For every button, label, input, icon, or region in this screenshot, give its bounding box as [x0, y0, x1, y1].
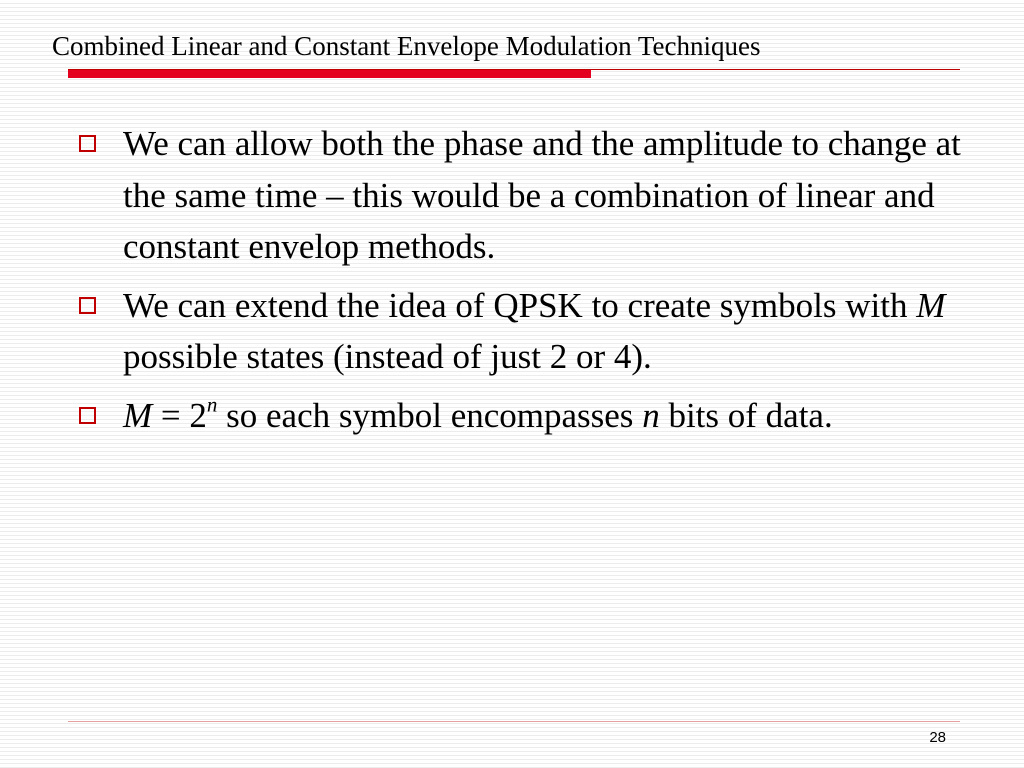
footer-divider: [68, 721, 960, 722]
equals-sign: =: [152, 395, 190, 435]
bullet-text-2-before: We can extend the idea of QPSK to create symbols with: [123, 285, 917, 325]
bullet-text-2-after: possible states (instead of just 2 or 4).: [123, 337, 652, 376]
bullet-text-3-mid: so each symbol encompasses: [217, 395, 643, 435]
power-exponent: n: [206, 391, 218, 416]
slide-title: Combined Linear and Constant Envelope Modulation Techniques: [52, 31, 761, 61]
bullet-text-3-end: bits of data.: [659, 395, 833, 435]
hollow-square-bullet-icon: [79, 407, 96, 424]
bullet-text-1: We can allow both the phase and the amplitude to change at the same time – this would be a combination of linear and constant envelop methods.: [123, 124, 961, 266]
variable-n: n: [642, 395, 660, 435]
bullet-text-2: [123, 280, 970, 383]
bullet-item-1: [70, 118, 970, 273]
hollow-square-bullet-icon: [79, 135, 96, 152]
bullet-list: [70, 118, 970, 448]
hollow-square-bullet-icon: [79, 297, 96, 314]
power-base: 2: [189, 395, 207, 435]
bullet-item-3: [70, 390, 970, 442]
bullet-item-2: [70, 280, 970, 383]
variable-m: M: [916, 285, 946, 325]
variable-m: M: [123, 395, 153, 435]
title-underline-bar: [68, 70, 591, 78]
bullet-text-3: [123, 390, 970, 442]
page-number: 28: [929, 729, 946, 746]
